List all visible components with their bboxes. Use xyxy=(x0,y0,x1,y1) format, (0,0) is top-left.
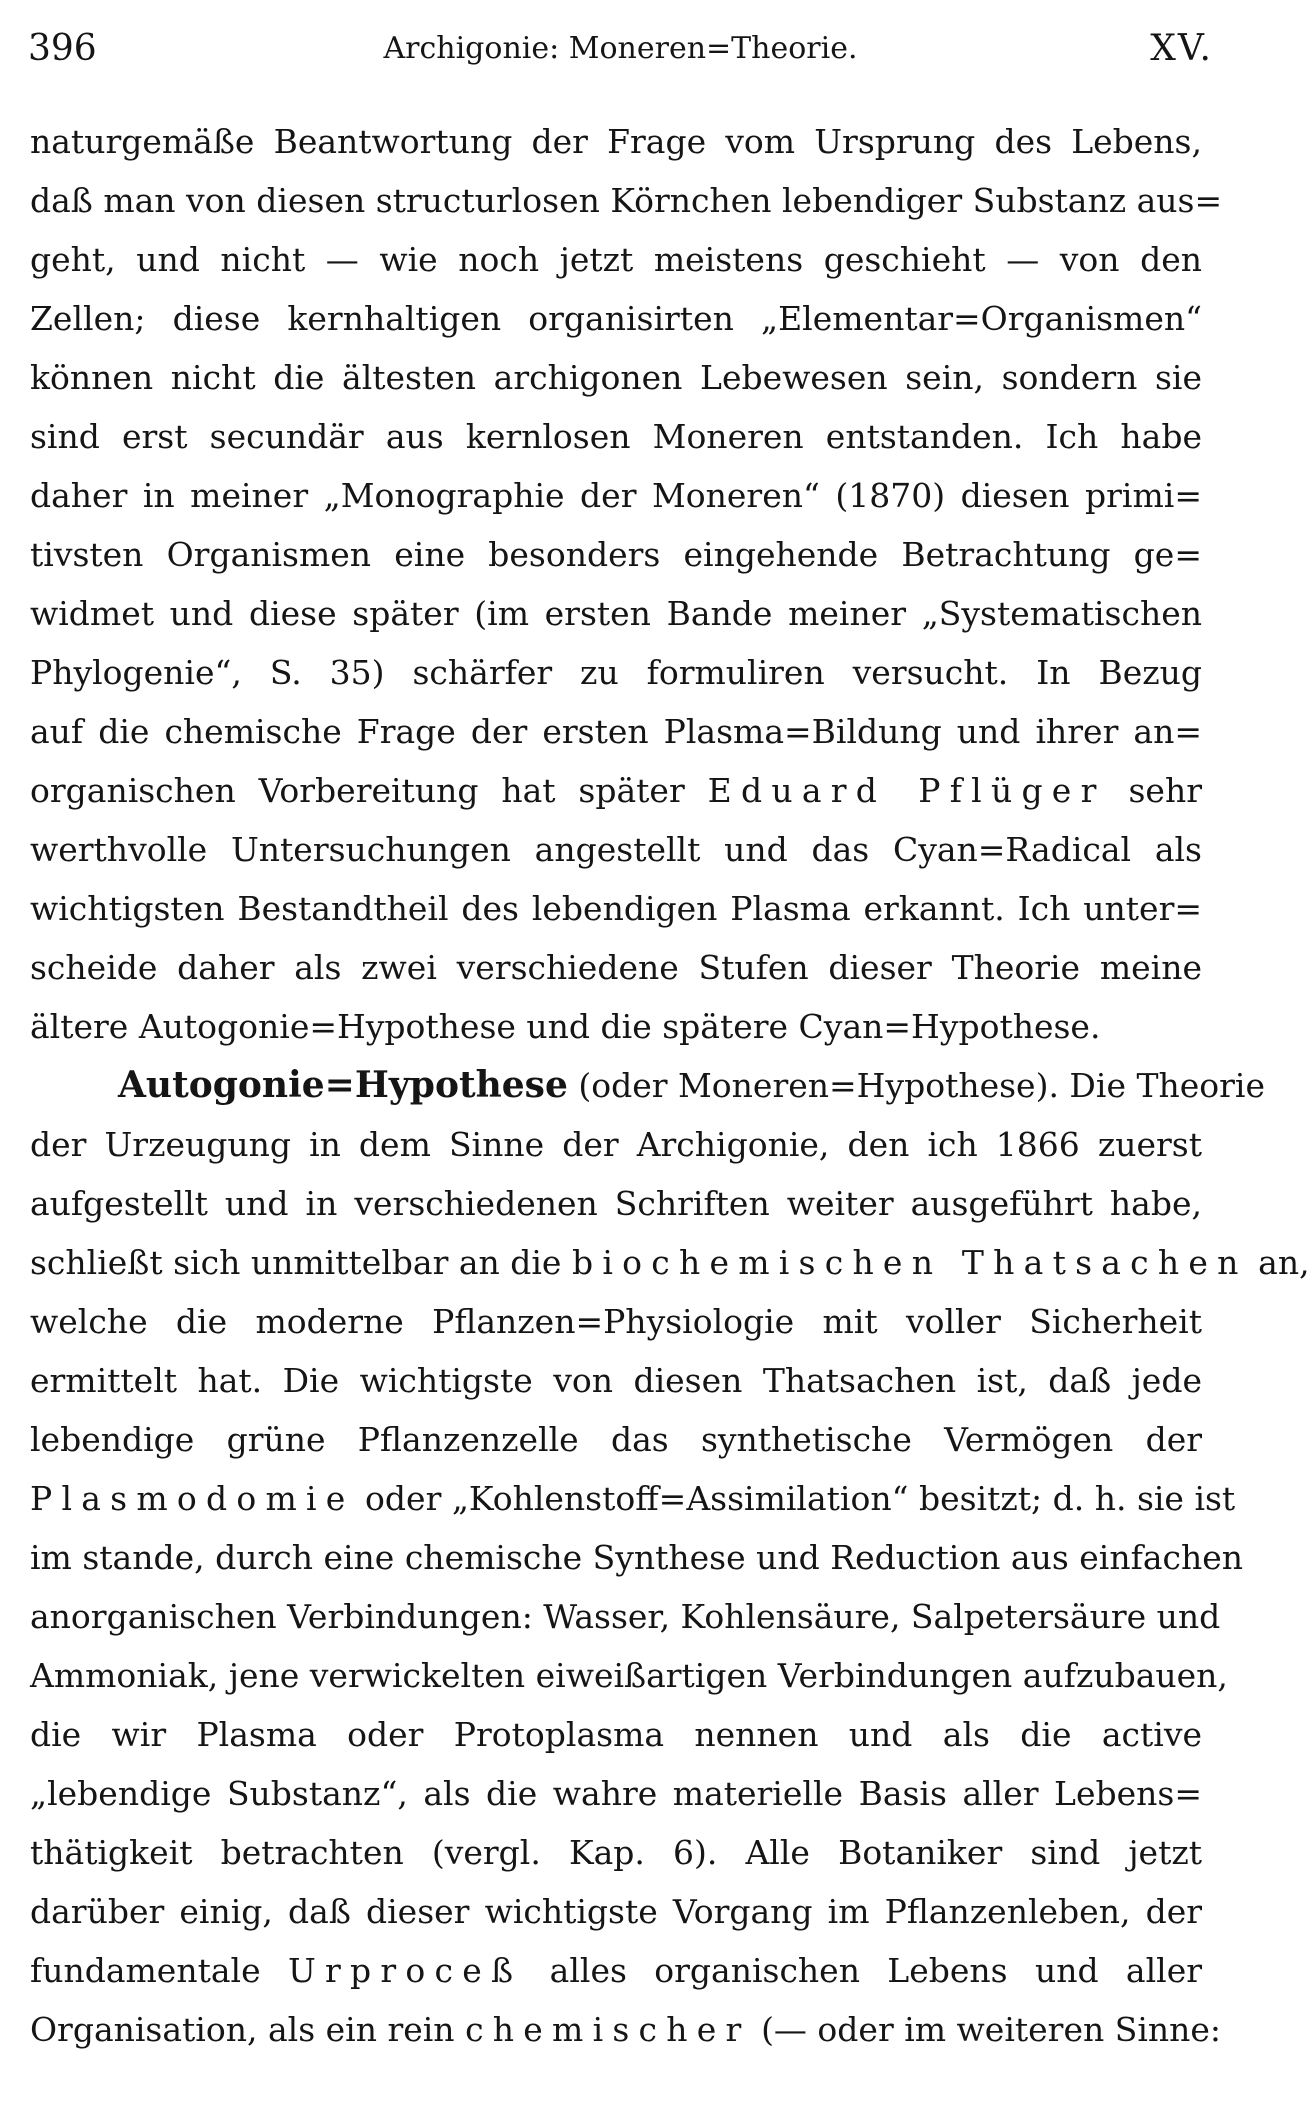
text-line xyxy=(30,1410,1202,1469)
line-text: (oder Moneren=Hypothese). Die Theorie xyxy=(578,1066,1265,1105)
text-line xyxy=(30,938,1202,997)
line-text: widmet und diese später (im ersten Bande meiner „Systematischen xyxy=(30,594,1202,633)
line-text: Organisation, als ein rein xyxy=(30,2010,455,2049)
spaced-term: biochemischen Thatsachen xyxy=(571,1243,1248,1282)
line-text: darüber einig, daß dieser wichtigste Vorgang im Pflanzenleben, der xyxy=(30,1892,1202,1931)
line-text: daher in meiner „Monographie der Moneren“ (1870) diesen primi= xyxy=(30,476,1202,515)
text-line xyxy=(30,1823,1202,1882)
line-text: naturgemäße Beantwortung der Frage vom Ursprung des Lebens, xyxy=(30,122,1202,161)
line-text: organischen Vorbereitung hat später xyxy=(30,771,685,810)
line-text: alles organischen Lebens und aller xyxy=(549,1951,1203,1990)
line-text: ermittelt hat. Die wichtigste von diesen Thatsachen ist, daß jede xyxy=(30,1361,1202,1400)
line-text: thätigkeit betrachten (vergl. Kap. 6). Alle Botaniker sind jetzt xyxy=(30,1833,1202,1872)
text-line xyxy=(30,820,1202,879)
line-text: lebendige grüne Pflanzenzelle das synthetische Vermögen der xyxy=(30,1420,1202,1459)
text-line xyxy=(30,702,1202,761)
page-header xyxy=(28,24,1213,74)
text-line xyxy=(30,289,1202,348)
line-text: geht, und nicht — wie noch jetzt meistens geschieht — von den xyxy=(30,240,1202,279)
line-text: tivsten Organismen eine besonders eingehende Betrachtung ge= xyxy=(30,535,1202,574)
text-line xyxy=(30,997,1202,1056)
text-line xyxy=(30,584,1202,643)
text-line xyxy=(30,1056,1265,1115)
spaced-term: chemischer xyxy=(465,2010,751,2049)
line-text: sehr xyxy=(1128,771,1202,810)
text-line xyxy=(30,1233,1310,1292)
line-text: die wir Plasma oder Protoplasma nennen und als die active xyxy=(30,1715,1202,1754)
chapter-number: XV. xyxy=(1150,28,1213,69)
line-text: ältere Autogonie=Hypothese und die spätere Cyan=Hypothese. xyxy=(30,1007,1101,1046)
text-line xyxy=(30,1115,1202,1174)
line-text: anorganischen Verbindungen: Wasser, Kohlensäure, Salpetersäure und xyxy=(30,1597,1221,1636)
line-text: aufgestellt und in verschiedenen Schriften weiter ausgeführt habe, xyxy=(30,1184,1202,1223)
spaced-name: Eduard Pflüger xyxy=(707,771,1106,810)
line-text: (— oder im weiteren Sinne: xyxy=(761,2010,1222,2049)
line-text: fundamentale xyxy=(30,1951,261,1990)
line-text: an, xyxy=(1258,1243,1310,1282)
spaced-term: Urproceß xyxy=(287,1951,523,1990)
text-line xyxy=(30,1528,1244,1587)
text-line xyxy=(30,761,1202,820)
line-text: scheide daher als zwei verschiedene Stufen dieser Theorie meine xyxy=(30,948,1202,987)
text-line xyxy=(30,1646,1228,1705)
body-text xyxy=(30,112,1310,2059)
text-line xyxy=(30,1292,1202,1351)
text-line xyxy=(30,112,1202,171)
text-line xyxy=(30,879,1202,938)
text-line xyxy=(30,1351,1202,1410)
text-line xyxy=(30,171,1223,230)
text-line xyxy=(30,1469,1236,1528)
line-text: im stande, durch eine chemische Synthese und Reduction aus einfachen xyxy=(30,1538,1244,1577)
spaced-term: Plasmodomie xyxy=(30,1479,355,1518)
line-text: der Urzeugung in dem Sinne der Archigonie, den ich 1866 zuerst xyxy=(30,1125,1202,1164)
text-line xyxy=(30,525,1202,584)
line-text: Phylogenie“, S. 35) schärfer zu formuliren versucht. In Bezug xyxy=(30,653,1202,692)
line-text: Zellen; diese kernhaltigen organisirten „Elementar=Organismen“ xyxy=(30,299,1202,338)
line-text: daß man von diesen structurlosen Körnchen lebendiger Substanz aus= xyxy=(30,181,1223,220)
line-text: auf die chemische Frage der ersten Plasma=Bildung und ihrer an= xyxy=(30,712,1202,751)
line-text: „lebendige Substanz“, als die wahre materielle Basis aller Lebens= xyxy=(30,1774,1202,1813)
page-number: 396 xyxy=(28,28,97,69)
text-line xyxy=(30,348,1202,407)
text-line xyxy=(30,407,1202,466)
text-line xyxy=(30,1587,1221,1646)
line-text: wichtigsten Bestandtheil des lebendigen Plasma erkannt. Ich unter= xyxy=(30,889,1202,928)
text-line xyxy=(30,466,1202,525)
text-line xyxy=(30,1764,1202,1823)
line-text: welche die moderne Pflanzen=Physiologie mit voller Sicherheit xyxy=(30,1302,1202,1341)
line-text: Ammoniak, jene verwickelten eiweißartigen Verbindungen aufzubauen, xyxy=(30,1656,1228,1695)
text-line xyxy=(30,1882,1202,1941)
text-line xyxy=(30,230,1202,289)
line-text: werthvolle Untersuchungen angestellt und das Cyan=Radical als xyxy=(30,830,1202,869)
text-line xyxy=(30,1941,1202,2000)
running-title: Archigonie: Moneren=Theorie. xyxy=(383,31,858,66)
line-text: können nicht die ältesten archigonen Lebewesen sein, sondern sie xyxy=(30,358,1202,397)
section-heading-term: Autogonie=Hypothese xyxy=(118,1064,568,1106)
text-line xyxy=(30,1705,1202,1764)
line-text: oder „Kohlenstoff=Assimilation“ besitzt; d. h. sie ist xyxy=(365,1479,1236,1518)
line-text: sind erst secundär aus kernlosen Moneren entstanden. Ich habe xyxy=(30,417,1202,456)
text-line xyxy=(30,1174,1202,1233)
text-line xyxy=(30,643,1202,702)
line-text: schließt sich unmittelbar an die xyxy=(30,1243,562,1282)
text-line xyxy=(30,2000,1222,2059)
